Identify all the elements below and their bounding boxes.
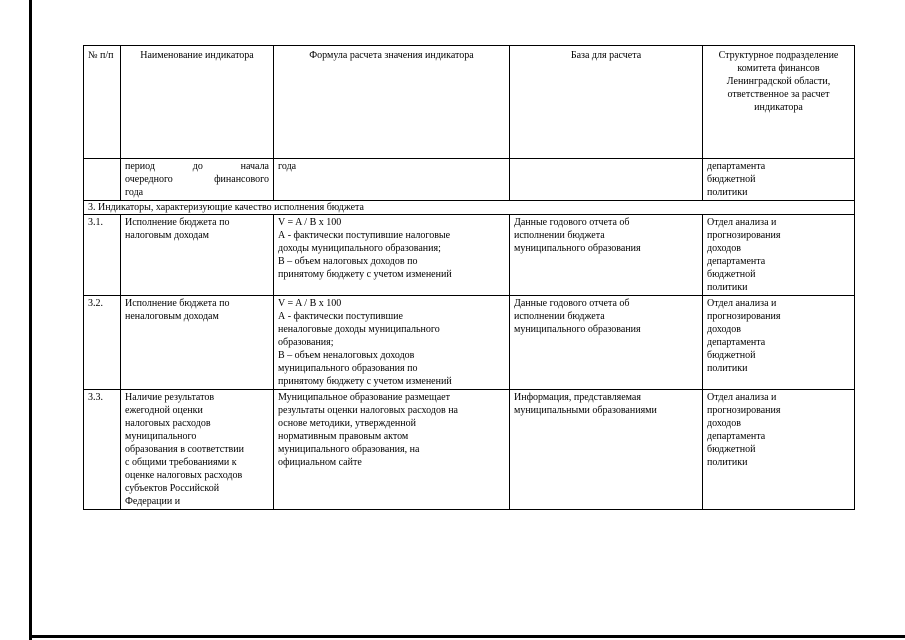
cell-num: [84, 159, 121, 201]
name-line: период до начала: [125, 161, 269, 172]
cell-responsible-unit: департамента бюджетной политики: [703, 159, 855, 201]
cell-responsible-unit: Отдел анализа и прогнозирования доходов департамента бюджетной политики: [703, 296, 855, 390]
table-row: [84, 215, 855, 296]
header-row: [84, 46, 855, 159]
table-row: [84, 390, 855, 510]
cell-responsible-unit: Отдел анализа и прогнозирования доходов департамента бюджетной политики: [703, 215, 855, 296]
section-row: [84, 201, 855, 215]
table-row: [84, 296, 855, 390]
page-border-left: [29, 0, 32, 640]
header-indicator-name: Наименование индикатора: [121, 46, 274, 159]
cell-num: 3.3.: [84, 390, 121, 510]
table-body: [84, 159, 855, 510]
cell-indicator-name: Исполнение бюджета по налоговым доходам: [121, 215, 274, 296]
header-formula: Формула расчета значения индикатора: [274, 46, 510, 159]
cell-formula: Муниципальное образование размещает результаты оценки налоговых расходов на основе методики, утвержденной нормативным правовым актом муниципального образования, на официальном сайте: [274, 390, 510, 510]
cell-num: 3.2.: [84, 296, 121, 390]
cell-base: Информация, представляемая муниципальными образованиями: [510, 390, 703, 510]
header-num: № п/п: [84, 46, 121, 159]
table-row-continuation: [84, 159, 855, 201]
cell-formula: года: [274, 159, 510, 201]
cell-indicator-name: Наличие результатов ежегодной оценки налоговых расходов муниципального образования в соответствии с общими требованиями к оценке налоговых расходов субъектов Российской Федерации и: [121, 390, 274, 510]
cell-base: [510, 159, 703, 201]
header-base: База для расчета: [510, 46, 703, 159]
name-line: года: [125, 187, 144, 198]
name-line: очередного финансового: [125, 174, 269, 185]
cell-formula: V = A / B x 100 А - фактически поступившие неналоговые доходы муниципального образования; В – объем неналоговых доходов муниципального образования по принятому бюджету с учетом изменений: [274, 296, 510, 390]
section-title: 3. Индикаторы, характеризующие качество исполнения бюджета: [84, 201, 855, 215]
cell-num: 3.1.: [84, 215, 121, 296]
cell-indicator-name: [121, 159, 274, 201]
header-responsible-unit: Структурное подразделение комитета финансов Ленинградской области, ответственное за расчет индикатора: [703, 46, 855, 159]
indicators-table: [83, 45, 855, 510]
cell-base: Данные годового отчета об исполнении бюджета муниципального образования: [510, 215, 703, 296]
table-header: [84, 46, 855, 159]
cell-indicator-name: Исполнение бюджета по неналоговым доходам: [121, 296, 274, 390]
cell-responsible-unit: Отдел анализа и прогнозирования доходов департамента бюджетной политики: [703, 390, 855, 510]
page-border-bottom: [29, 635, 905, 638]
cell-base: Данные годового отчета об исполнении бюджета муниципального образования: [510, 296, 703, 390]
cell-formula: V = A / B x 100 А - фактически поступившие налоговые доходы муниципального образования; В – объем налоговых доходов по принятому бюджету с учетом изменений: [274, 215, 510, 296]
